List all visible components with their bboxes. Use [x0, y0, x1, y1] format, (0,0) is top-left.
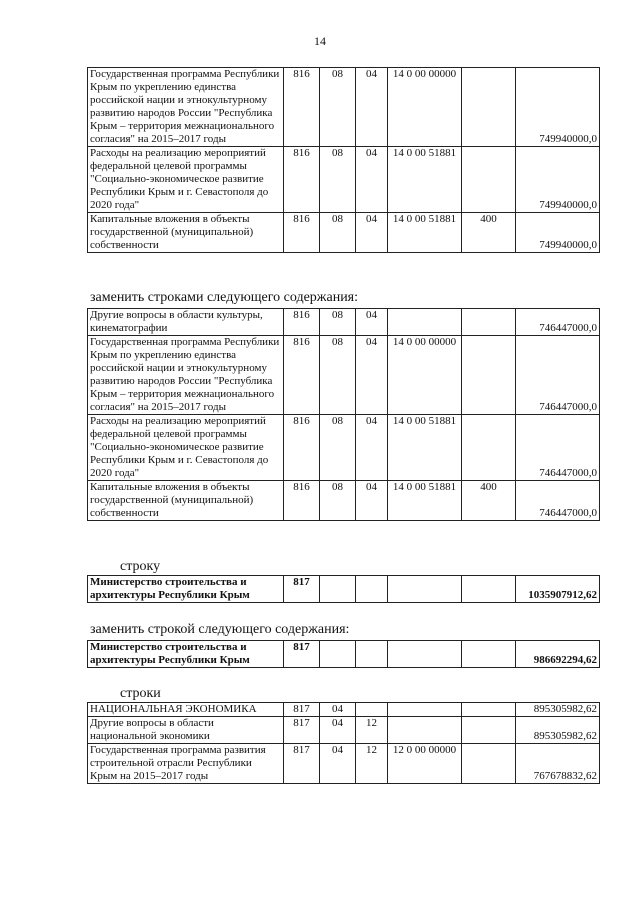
- amount-cell: 895305982,62: [516, 703, 600, 717]
- expense-type-cell: [462, 703, 516, 717]
- target-article-cell: 14 0 00 00000: [388, 68, 462, 147]
- expense-type-cell: [462, 744, 516, 784]
- target-article-cell: [388, 703, 462, 717]
- expense-type-cell: [462, 68, 516, 147]
- ministry-code-cell: 816: [284, 309, 320, 336]
- table-row: [88, 147, 600, 213]
- item-name-cell: Другие вопросы в области национальной экономики: [88, 717, 284, 744]
- expense-type-cell: [462, 576, 516, 603]
- amount-cell: 746447000,0: [516, 415, 600, 481]
- ministry-code-cell: 817: [284, 744, 320, 784]
- target-article-cell: [388, 717, 462, 744]
- subsection-code-cell: 04: [356, 336, 388, 415]
- section-code-cell: [320, 576, 356, 603]
- target-article-cell: [388, 309, 462, 336]
- table-row: [88, 576, 600, 603]
- item-name-cell: Капитальные вложения в объекты государственной (муниципальной) собственности: [88, 481, 284, 521]
- target-article-cell: 14 0 00 51881: [388, 147, 462, 213]
- item-name-cell: Министерство строительства и архитектуры Республики Крым: [88, 576, 284, 603]
- table-row: [88, 703, 600, 717]
- ministry-table-old: [87, 575, 600, 603]
- section-code-cell: 08: [320, 147, 356, 213]
- subsection-code-cell: 04: [356, 415, 388, 481]
- section-code-cell: 08: [320, 481, 356, 521]
- row-caption: строку: [120, 559, 161, 574]
- target-article-cell: [388, 576, 462, 603]
- amount-cell: 986692294,62: [516, 641, 600, 668]
- budget-table-new-rows: [87, 308, 600, 521]
- subsection-code-cell: 04: [356, 68, 388, 147]
- budget-table-old-rows: [87, 67, 600, 253]
- target-article-cell: 12 0 00 00000: [388, 744, 462, 784]
- ministry-code-cell: 816: [284, 415, 320, 481]
- section-code-cell: 04: [320, 744, 356, 784]
- table-row: [88, 213, 600, 253]
- item-name-cell: Другие вопросы в области культуры, кинематографии: [88, 309, 284, 336]
- subsection-code-cell: 12: [356, 744, 388, 784]
- expense-type-cell: [462, 336, 516, 415]
- ministry-code-cell: 817: [284, 703, 320, 717]
- table-row: [88, 641, 600, 668]
- page-number: 14: [314, 34, 326, 48]
- economy-table: [87, 702, 600, 784]
- ministry-code-cell: 817: [284, 576, 320, 603]
- section-code-cell: [320, 641, 356, 668]
- table-row: [88, 481, 600, 521]
- section-code-cell: 04: [320, 703, 356, 717]
- item-name-cell: Расходы на реализацию мероприятий федеральной целевой программы "Социально-экономическое развитие Республики Крым и г. Севастополя до 2020 года": [88, 415, 284, 481]
- expense-type-cell: [462, 717, 516, 744]
- target-article-cell: 14 0 00 51881: [388, 213, 462, 253]
- table-row: [88, 68, 600, 147]
- amount-cell: 749940000,0: [516, 68, 600, 147]
- subsection-code-cell: 04: [356, 309, 388, 336]
- amount-cell: 746447000,0: [516, 336, 600, 415]
- target-article-cell: 14 0 00 00000: [388, 336, 462, 415]
- ministry-code-cell: 817: [284, 717, 320, 744]
- amount-cell: 749940000,0: [516, 147, 600, 213]
- section-code-cell: 08: [320, 336, 356, 415]
- item-name-cell: НАЦИОНАЛЬНАЯ ЭКОНОМИКА: [88, 703, 284, 717]
- item-name-cell: Государственная программа Республики Крым по укреплению единства российской нации и этнокультурному развитию народов России "Республика Крым – территория межнационального согласия" на 2015–2017 годы: [88, 336, 284, 415]
- expense-type-cell: [462, 309, 516, 336]
- table-row: [88, 717, 600, 744]
- section-code-cell: 08: [320, 68, 356, 147]
- subsection-code-cell: 04: [356, 147, 388, 213]
- table-row: [88, 744, 600, 784]
- amount-cell: 895305982,62: [516, 717, 600, 744]
- subsection-code-cell: 04: [356, 213, 388, 253]
- amount-cell: 749940000,0: [516, 213, 600, 253]
- table-row: [88, 336, 600, 415]
- section-code-cell: 08: [320, 213, 356, 253]
- target-article-cell: [388, 641, 462, 668]
- section-code-cell: 04: [320, 717, 356, 744]
- ministry-code-cell: 817: [284, 641, 320, 668]
- target-article-cell: 14 0 00 51881: [388, 481, 462, 521]
- subsection-code-cell: 12: [356, 717, 388, 744]
- amount-cell: 767678832,62: [516, 744, 600, 784]
- item-name-cell: Государственная программа развития строительной отрасли Республики Крым на 2015–2017 годы: [88, 744, 284, 784]
- replace-row-caption: заменить строкой следующего содержания:: [90, 622, 350, 637]
- ministry-code-cell: 816: [284, 213, 320, 253]
- ministry-code-cell: 816: [284, 68, 320, 147]
- expense-type-cell: [462, 415, 516, 481]
- section-code-cell: 08: [320, 415, 356, 481]
- expense-type-cell: 400: [462, 213, 516, 253]
- expense-type-cell: [462, 641, 516, 668]
- section-code-cell: 08: [320, 309, 356, 336]
- replace-rows-caption: заменить строками следующего содержания:: [90, 290, 359, 305]
- item-name-cell: Расходы на реализацию мероприятий федеральной целевой программы "Социально-экономическое развитие Республики Крым и г. Севастополя до 2020 года": [88, 147, 284, 213]
- expense-type-cell: [462, 147, 516, 213]
- ministry-code-cell: 816: [284, 147, 320, 213]
- subsection-code-cell: [356, 703, 388, 717]
- item-name-cell: Капитальные вложения в объекты государственной (муниципальной) собственности: [88, 213, 284, 253]
- table-row: [88, 309, 600, 336]
- amount-cell: 746447000,0: [516, 481, 600, 521]
- ministry-table-new: [87, 640, 600, 668]
- table-row: [88, 415, 600, 481]
- subsection-code-cell: [356, 576, 388, 603]
- rows-caption: строки: [120, 686, 161, 701]
- ministry-code-cell: 816: [284, 481, 320, 521]
- expense-type-cell: 400: [462, 481, 516, 521]
- subsection-code-cell: 04: [356, 481, 388, 521]
- subsection-code-cell: [356, 641, 388, 668]
- amount-cell: 746447000,0: [516, 309, 600, 336]
- item-name-cell: Министерство строительства и архитектуры Республики Крым: [88, 641, 284, 668]
- ministry-code-cell: 816: [284, 336, 320, 415]
- target-article-cell: 14 0 00 51881: [388, 415, 462, 481]
- item-name-cell: Государственная программа Республики Крым по укреплению единства российской нации и этнокультурному развитию народов России "Республика Крым – территория межнационального согласия" на 2015–2017 годы: [88, 68, 284, 147]
- amount-cell: 1035907912,62: [516, 576, 600, 603]
